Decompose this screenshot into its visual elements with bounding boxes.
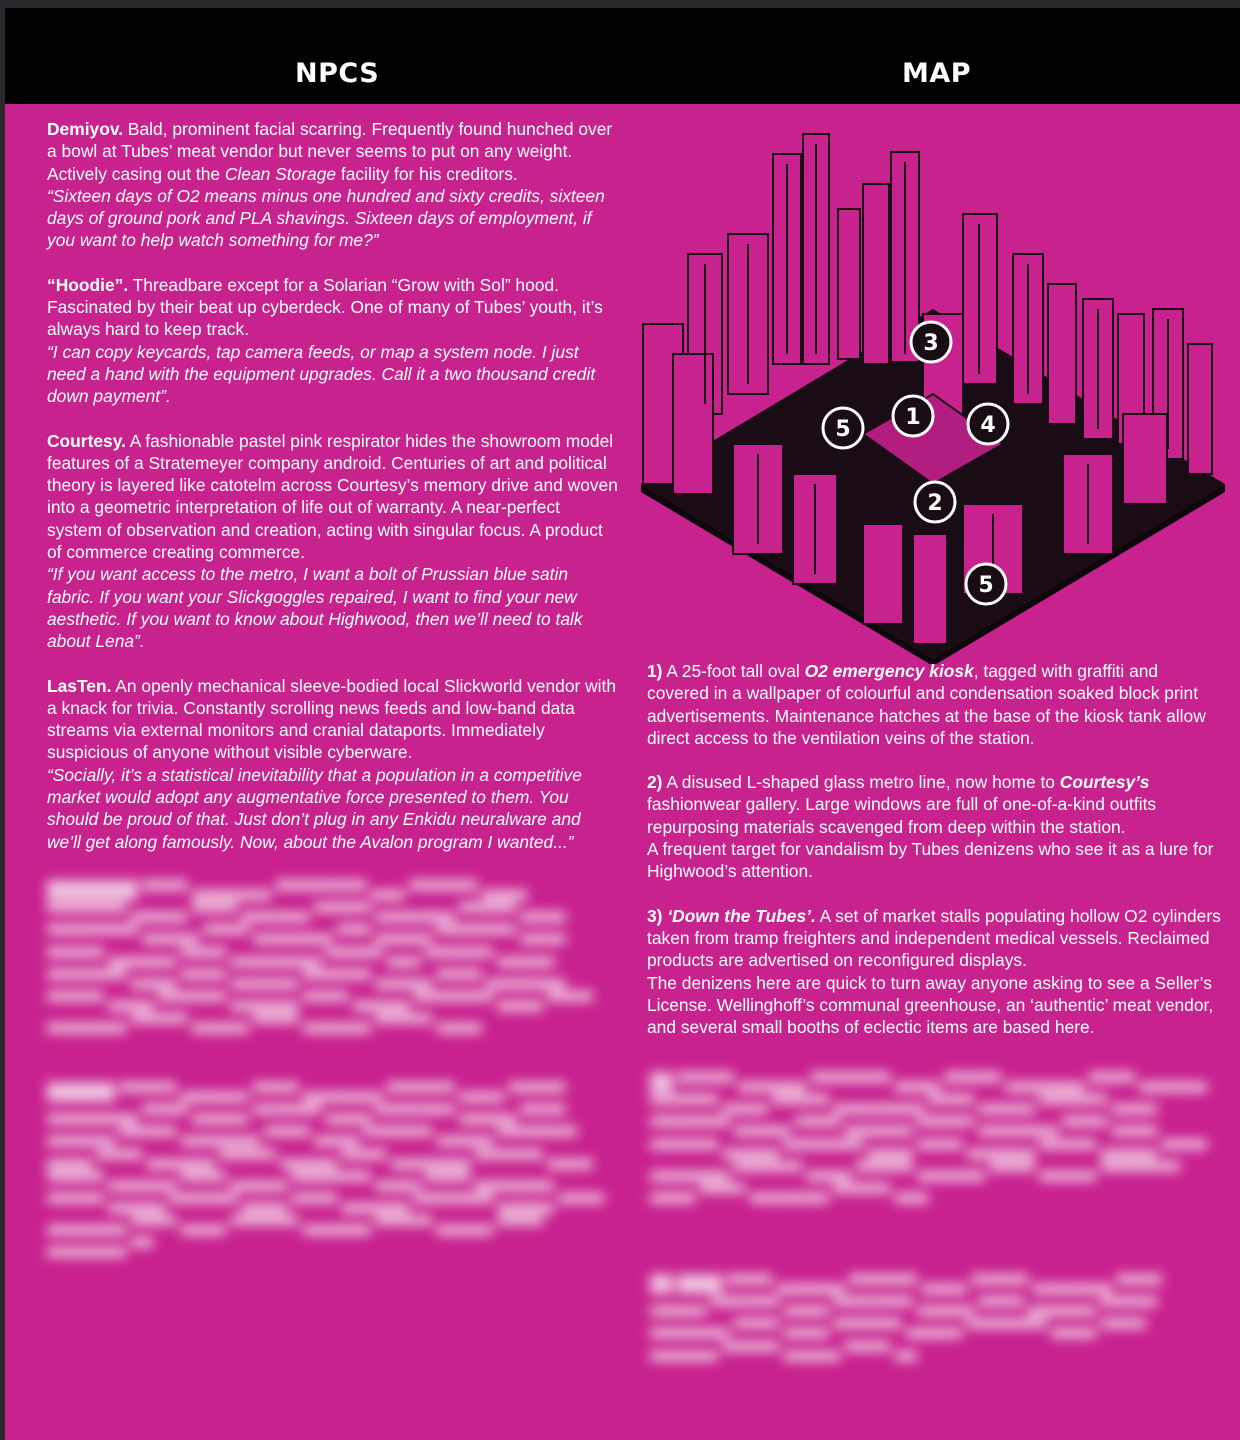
- npc-entry-lasten: [47, 675, 619, 853]
- tower: [1048, 284, 1076, 424]
- map-marker-5b: [966, 564, 1006, 604]
- npc-quote: “I can copy keycards, tap camera feeds, or map a system node. I just need a hand with the equipment upgrades. Call it a two thousand credit down payment”.: [47, 341, 596, 407]
- map-location-1: [647, 660, 1222, 749]
- map-marker-5a: [823, 408, 863, 448]
- location-name: ‘Down the Tubes’.: [667, 905, 816, 926]
- map-location-2: [647, 771, 1222, 882]
- marker-label: 2: [927, 491, 943, 516]
- location-text: The denizens here are quick to turn away anyone asking to see a Seller’s License. Wellinghoff’s communal greenhouse, an ‘authentic’ meat vendor, and several small booths of eclectic items are based here.: [647, 972, 1214, 1038]
- map-marker-2: [915, 482, 955, 522]
- city-towers: [643, 134, 1212, 644]
- tower: [673, 354, 713, 494]
- npc-quote: “Sixteen days of O2 means minus one hundred and sixty credits, sixteen days of ground pork and PLA shavings. Sixteen days of employment, if you want to help watch something for me?”: [47, 185, 605, 251]
- map-marker-4: [968, 404, 1008, 444]
- npc-text-emphasis: Clean Storage: [224, 163, 337, 184]
- npc-name: Courtesy.: [47, 430, 126, 451]
- npc-entry-courtesy: [47, 430, 619, 653]
- location-number: 1): [647, 661, 663, 681]
- npc-text: Threadbare except for a Solarian “Grow with Sol” hood. Fascinated by their beat up cyberdeck. One of many of Tubes’ youth, it’s always hard to keep track.: [47, 274, 603, 340]
- npc-description: [47, 274, 619, 341]
- tower: [1123, 414, 1167, 504]
- redacted-map-block-2: ██ ████ ▀▀▀▀ ▄▄▄▄▄▄ ▀▀▀▀▀▀ ▄▄▄▄ ▀▀▀▀▀ ▄▄▄▄▄▄▄ ▀▀▀▀ ▄▄▄▄▄ ▀▀▀▀▀▀ ▄▄▄▄ ▀▀▀▀▀▀▀ ▄▄▄▄▄ ▀▀▀▀ ▄▄▄▄▄▄ ▀▀▀▀▀ ▄▄▄▄▄▄▄ ▀▀▀▀ ▄▄▄▄ ▀▀▀▀▀▀ ▄▄▄▄▄ ▀▀▀▀▀▀▀ ▄▄▄▄ ▀▀▀▀ ▄▄▄▄▄▄ ▀▀▀▀▀ ▄▄▄▄▄ ▀▀▀▀ ▄▄: [650, 1276, 1162, 1360]
- map-location-column: [647, 660, 1222, 1060]
- location-text: A 25-foot tall oval: [662, 661, 805, 681]
- npc-text: A fashionable pastel pink respirator hides the showroom model features of a Stratemeyer company android. Centuries of art and political theory is layered like catotelm across Courtesy’s memory drive and woven into a geometric interpretation of life out of warranty. A near-perfect system of observation and creation, acting with singular focus. A product of commerce creating commerce.: [47, 430, 618, 563]
- npc-text: Bald, prominent facial scarring. Frequently found hunched over a bowl at Tubes’ meat vendor but never seems to put on any weight. Actively casing out the: [47, 119, 613, 184]
- location-number: 3): [647, 905, 663, 926]
- map-marker-3: [911, 322, 951, 362]
- tower: [1188, 344, 1212, 474]
- npc-entry-demiyov: [47, 118, 619, 252]
- tower: [863, 524, 903, 624]
- npc-name: LasTen.: [47, 675, 112, 696]
- location-text: A frequent target for vandalism by Tubes denizens who see it as a lure for Highwood’s attention.: [647, 839, 1214, 882]
- location-text: A set of market stalls populating hollow O2 cylinders taken from tramp freighters and independent medical vessels. Reclaimed products are advertised on reconfigured displays.: [647, 905, 1221, 971]
- map-location-3: [647, 905, 1222, 1039]
- npc-column: [47, 118, 619, 875]
- marker-label: 4: [980, 413, 996, 438]
- tower: [863, 184, 889, 364]
- tower: [838, 209, 860, 359]
- redacted-npc-block-2: ██████ ▀▀▀▀▀ ▄▄▄▄▄▄ ▀▀▀▀ ▄▄▄▄▄▄▄ ▀▀▀▀▀▀ ▄▄▄▄ ▀▀▀▀▀ ▄▄▄▄▄▄▄▄ ▀▀▀▀ ▄▄▄▄▄ ▀▀▀▀▀▀ ▄▄▄▄ ▀▀▀▀▀▀▀ ▄▄▄▄▄ ▀▀▀▀ ▄▄▄▄▄▄ ▀▀▀▀▀ ▄▄▄▄▄▄▄ ▀▀▀▀ ▄▄▄▄ ▀▀▀▀▀▀ ▄▄▄▄▄ ▀▀▀▀▀▀▀ ▄▄▄▄ ▀▀▀▀ ▄▄▄▄▄▄ ▀▀▀▀▀ ▄▄▄▄▄ ▀▀▀▀ ▄▄▄▄▄▄▄ ▀▀▀▀▀▀ ▄▄▄▄ ▀▀▀▀▀ ▄▄▄▄▄▄ ▀▀▀▀ ▄▄▄▄▄ ▀▀▀▀▀▀▀ ▄▄▄▄ ▀▀▀▀ ▄▄▄▄▄▄▄ ▀▀▀▀▀ ▄▄▄▄▄ ▀▀▀▀▀▀ ▄▄▄▄ ▀▀▀▀ ▄▄▄▄▄▄ ▀▀▀▀▀▀▀ ▄▄▄▄▄ ▀▀▀▀ ▄▄▄▄▄▄▄ ▀▀▀▀ ▄▄▄▄ ▀▀▀▀▀▀ ▄▄▄▄▄▄ ▀▀▀▀▀ ▄▄▄▄▄ ▀▀▀▀ ▄▄▄▄▄▄▄ ▀▀: [47, 1084, 605, 1257]
- location-text: fashionwear gallery. Large windows are full of one-of-a-kind outfits repurposing materials scavenged from deep within the station.: [647, 794, 1157, 837]
- npc-entry-hoodie: [47, 274, 619, 408]
- location-text: , tagged with graffiti and covered in a wallpaper of colourful and condensation soaked block print advertisements. Maintenance hatches at the base of the kiosk tank allow direct access to the ventilation veins of the station.: [647, 661, 1206, 748]
- header-bar: [5, 8, 1240, 104]
- marker-label: 1: [905, 405, 921, 430]
- location-number: 2): [647, 772, 663, 793]
- rpg-zine-page: [5, 8, 1240, 1440]
- npc-description: [47, 430, 619, 564]
- npc-text: facility for his creditors.: [336, 163, 518, 184]
- marker-label: 5: [978, 573, 994, 598]
- location-name: Courtesy’s: [1059, 772, 1150, 793]
- npc-name: “Hoodie”.: [47, 274, 129, 295]
- npc-description: [47, 118, 619, 185]
- npc-name: Demiyov.: [47, 119, 124, 139]
- npc-quote: “Socially, it’s a statistical inevitability that a population in a competitive market would adopt any augmentative force presented to them. You should be proud of that. Just don’t plug in any Enkidu neuralware and we’ll get along famously. Now, about the Avalon program I wanted...”: [47, 764, 582, 852]
- npc-quote: “If you want access to the metro, I want a bolt of Prussian blue satin fabric. If you want your Slickgoggles repaired, I want to find your new aesthetic. If you want to know about Highwood, then we’ll need to talk about Lena”.: [47, 564, 583, 652]
- npc-text: An openly mechanical sleeve-bodied local Slickworld vendor with a knack for trivia. Constantly scrolling news feeds and low-band data streams via external monitors and cranial dataports. Immediately suspicious of anyone without visible cyberware.: [47, 675, 617, 763]
- map-marker-1: [893, 396, 933, 436]
- npcs-title: NPCS: [295, 58, 380, 89]
- isometric-city-map: [633, 114, 1233, 664]
- tower: [913, 534, 947, 644]
- marker-label: 5: [835, 417, 851, 442]
- location-name: O2 emergency kiosk: [804, 661, 974, 681]
- redacted-npc-block-1: ████████ ▀▀▀▀ ▄▄▄▄▄▄▄ ▀▀▀▀▀▀▀▀ ▄▄▄ ▀▀▀▀▀▀ ▄▄▄▄ ▀▀▀▀▀▀▀ ▄▄▄▄▄ ▀▀▀▀ ▄▄▄▄▄▄ ▀▀▀▀▀ ▄▄▄▄▄▄▄ ▀▀▀▀▀ ▄▄▄▄ ▀▀▀▀▀▀▀▀ ▄▄▄▄▄ ▀▀▀▀ ▄▄▄▄▄▄▄ ▀▀▀ ▄▄▄▄▄ ▀▀▀▀▀▀▀ ▄▄▄▄ ▀▀▀▀▀ ▄▄▄▄▄▄ ▀▀▀▀ ▄▄▄▄▄▄▄▄ ▀▀▀▀▀ ▄▄▄ ▀▀▀▀▀▀ ▄▄▄▄▄ ▀▀▀▀▀▀▀ ▄▄▄▄ ▀▀▀▀ ▄▄▄▄▄▄ ▀▀▀▀▀▀ ▄▄▄▄▄ ▀▀▀▀ ▄▄▄▄▄▄▄ ▀▀▀▀▀ ▄▄▄▄ ▀▀▀▀▀▀ ▄▄▄▄▄▄ ▀▀▀▀ ▄▄▄▄▄ ▀▀▀▀▀▀▀ ▄▄▄▄ ▀▀▀▀ ▄▄▄▄▄▄▄ ▀▀▀▀▀ ▄▄▄▄▄ ▀▀▀▀ ▄▄▄▄▄▄ ▀▀▀▀▀ ▄▄▄▄: [47, 882, 593, 1033]
- marker-label: 3: [923, 331, 939, 356]
- location-text: A disused L-shaped glass metro line, now home to: [662, 772, 1060, 793]
- redacted-map-block-1: ██ ▀▀▀▀▀ ▄▄▄▄▄▄ ▀▀▀▀▀▀▀ ▄▄▄▄ ▀▀▀▀▀ ▄▄▄▄▄▄▄ ▀▀▀▀ ▄▄▄▄▄▄ ▀▀▀▀▀▀ ▄▄▄▄ ▀▀▀▀▀ ▄▄▄▄▄▄▄▄ ▀▀▀▀ ▄▄▄▄▄ ▀▀▀▀▀▀ ▄▄▄▄ ▀▀▀▀▀▀▀ ▄▄▄▄▄ ▀▀▀▀ ▄▄▄▄▄▄ ▀▀▀▀▀ ▄▄▄▄▄▄▄ ▀▀▀▀ ▄▄▄▄ ▀▀▀▀▀▀ ▄▄▄▄▄ ▀▀▀▀▀▀▀ ▄▄▄▄ ▀▀▀▀ ▄▄▄▄▄▄ ▀▀▀▀▀ ▄▄▄▄▄ ▀▀▀▀ ▄▄▄▄▄▄▄ ▀▀▀▀▀▀ ▄▄▄▄ ▀▀▀▀▀ ▄▄▄▄▄▄ ▀▀▀▀ ▄▄▄▄▄ ▀▀▀▀▀▀▀ ▄▄▄▄ ▀▀▀▀ ▄▄▄▄▄▄▄ ▀▀▀▀▀ ▄▄▄: [650, 1074, 1208, 1203]
- map-title: MAP: [902, 58, 972, 89]
- npc-description: [47, 675, 619, 764]
